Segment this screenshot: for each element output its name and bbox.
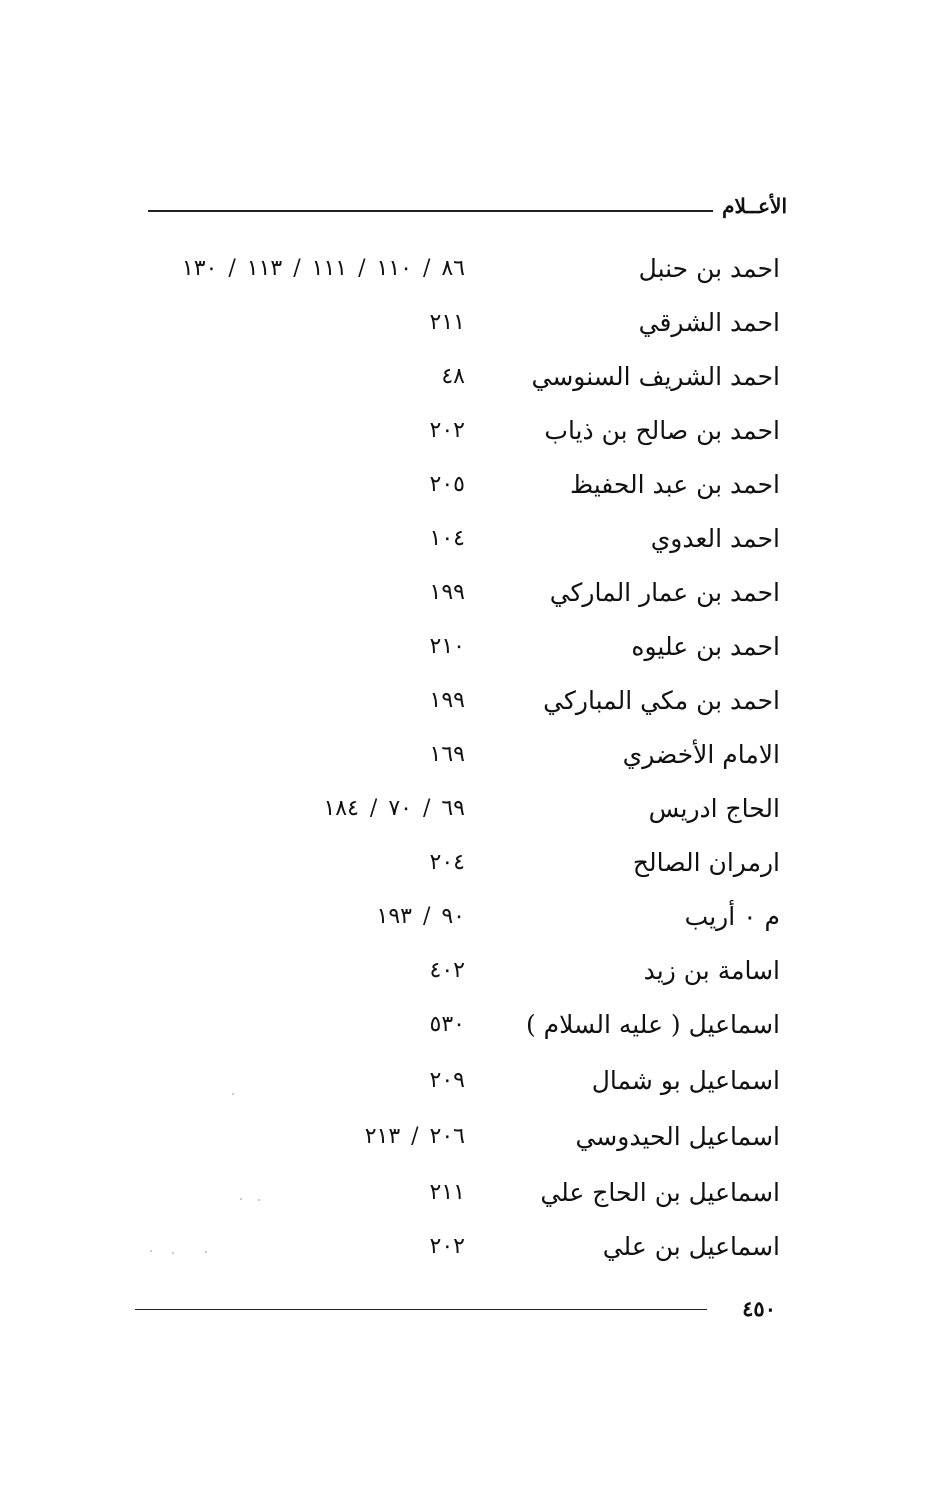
- page-number: ٤٥٠: [742, 1296, 776, 1321]
- entry-pages: ٦٩ / ٧٠ / ١٨٤: [323, 796, 465, 821]
- index-entry: [120, 254, 780, 294]
- index-entry: [120, 416, 780, 456]
- entry-pages: ٢٠٥: [429, 472, 465, 497]
- entry-pages: ٩٠ / ١٩٣: [376, 904, 465, 929]
- entry-pages: ١٩٩: [429, 580, 465, 605]
- entry-name: اسماعيل بن الحاج علي: [540, 1178, 780, 1207]
- entry-pages: ١٦٩: [429, 742, 465, 767]
- entry-name: احمد بن صالح بن ذياب: [544, 416, 780, 445]
- entry-name: الامام الأخضري: [622, 740, 780, 769]
- entry-name: احمد العدوي: [650, 524, 780, 553]
- scan-speck: [258, 1199, 260, 1201]
- index-entry: [120, 686, 780, 726]
- entry-pages: ٨٦ / ١١٠ / ١١١ / ١١٣ / ١٣٠: [181, 256, 465, 281]
- entry-pages: ٢٠٦ / ٢١٣: [364, 1124, 465, 1149]
- entry-name: م ٠ أريب: [684, 902, 780, 931]
- index-entry: [120, 1122, 780, 1162]
- entry-name: احمد بن عبد الحفيظ: [569, 470, 780, 499]
- entry-pages: ٤٨: [441, 364, 465, 389]
- index-entry: [120, 956, 780, 996]
- entry-pages: ١٩٩: [429, 688, 465, 713]
- scan-speck: [205, 1251, 207, 1253]
- page-header-title: الأعــلام: [722, 194, 787, 218]
- index-entry: [120, 848, 780, 888]
- entry-pages: ٥٣٠: [429, 1012, 465, 1037]
- index-entry: [120, 308, 780, 348]
- entry-pages: ١٠٤: [429, 526, 465, 551]
- entry-pages: ٢١١: [429, 310, 465, 335]
- index-entry: [120, 902, 780, 942]
- index-entry: [120, 1232, 780, 1272]
- entry-pages: ٢٠٤: [429, 850, 465, 875]
- entry-pages: ٤٠٢: [429, 958, 465, 983]
- entry-name: اسامة بن زيد: [643, 956, 780, 985]
- index-entry: [120, 1178, 780, 1218]
- scan-speck: [150, 1250, 152, 1252]
- index-entry: [120, 794, 780, 834]
- footer-rule: [135, 1309, 707, 1310]
- index-entry: [120, 740, 780, 780]
- index-entry: [120, 1010, 780, 1050]
- entry-pages: ٢٠٢: [429, 418, 465, 443]
- entry-name: اسماعيل الحيدوسي: [575, 1122, 780, 1151]
- entry-name: احمد الشرقي: [638, 308, 780, 337]
- scan-speck: [240, 1198, 242, 1200]
- entry-name: اسماعيل بن علي: [602, 1232, 780, 1261]
- entry-name: ارمران الصالح: [632, 848, 780, 877]
- entry-name: الحاج ادريس: [648, 794, 780, 823]
- entry-name: احمد الشريف السنوسي: [531, 362, 780, 391]
- entry-name: اسماعيل ( عليه السلام ): [525, 1010, 780, 1039]
- scan-speck: [172, 1252, 174, 1254]
- index-entry: [120, 470, 780, 510]
- index-entry: [120, 632, 780, 672]
- entry-name: احمد بن عليوه: [631, 632, 780, 661]
- entry-name: احمد بن عمار الماركي: [549, 578, 780, 607]
- entry-pages: ٢١١: [429, 1180, 465, 1205]
- index-entry: [120, 578, 780, 618]
- scan-speck: [232, 1093, 234, 1095]
- entry-pages: ٢٠٢: [429, 1234, 465, 1259]
- index-entry: [120, 362, 780, 402]
- index-entry: [120, 1066, 780, 1106]
- entry-name: احمد بن حنبل: [638, 254, 780, 283]
- entry-name: احمد بن مكي المباركي: [543, 686, 780, 715]
- entry-pages: ٢١٠: [429, 634, 465, 659]
- index-entry: [120, 524, 780, 564]
- entry-name: اسماعيل بو شمال: [591, 1066, 780, 1095]
- entry-pages: ٢٠٩: [429, 1068, 465, 1093]
